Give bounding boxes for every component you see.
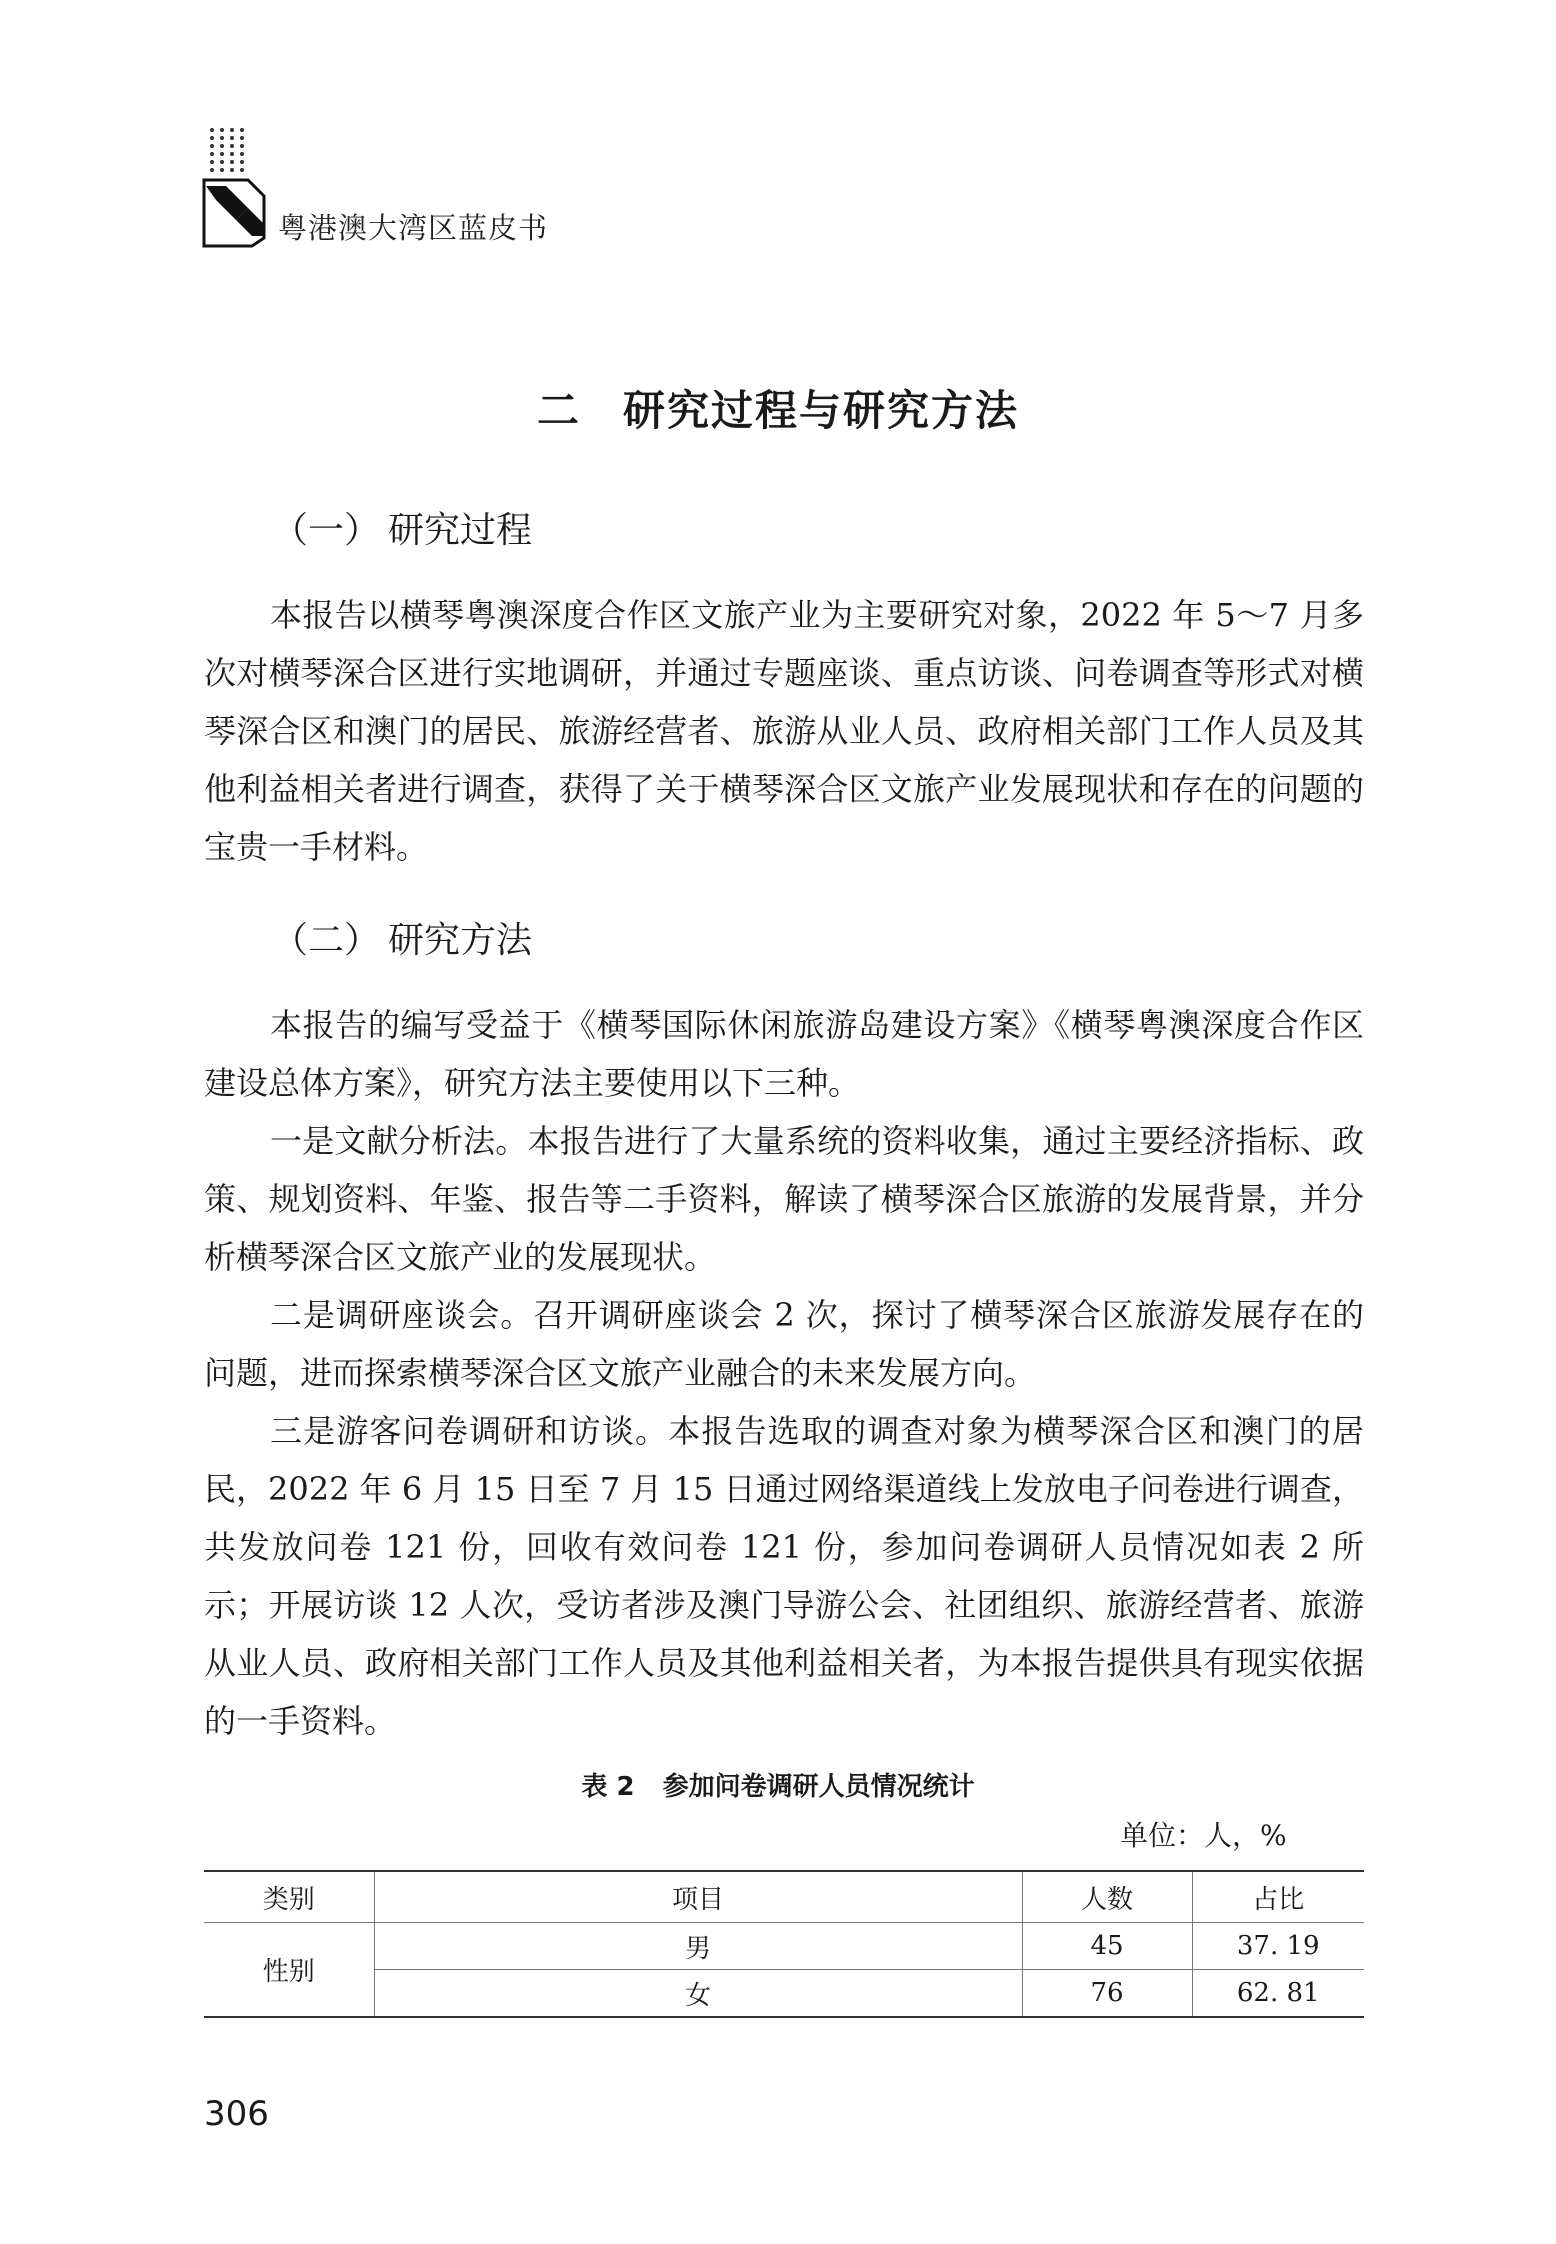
subsection-title: 研究方法 xyxy=(388,920,533,961)
table-row xyxy=(204,1923,1364,1970)
table-caption xyxy=(0,1766,1556,1803)
page-number: 306 xyxy=(204,2094,269,2134)
dot-grid-icon xyxy=(208,126,258,176)
table-unit: 单位：人，% xyxy=(1120,1819,1287,1852)
section-title xyxy=(0,378,1556,438)
item-cell: 女 xyxy=(374,1970,1022,2018)
paragraph-method-3: 三是游客问卷调研和访谈。本报告选取的调查对象为横琴深合区和澳门的居民，2022 年 6 月 15 日至 7 月 15 日通过网络渠道线上发放电子问卷进行调查，共发放问卷 121 份，回收有效问卷 121 份，参加问卷调研人员情况如表 2 所示；开展访谈 12 人次，受访者涉及澳门导游公会、社团组织、旅游经营者、旅游从业人员、政府相关部门工作人员及其他利益相关者，为本报告提供具有现实依据的一手资料。 xyxy=(204,1412,1364,1740)
paragraph-methods-intro: 本报告的编写受益于《横琴国际休闲旅游岛建设方案》《横琴粤澳深度合作区建设总体方案》，研究方法主要使用以下三种。 xyxy=(204,1006,1364,1102)
percentage-cell: 37. 19 xyxy=(1192,1923,1364,1970)
survey-participants-table xyxy=(204,1870,1364,2018)
subsection-number: （二） xyxy=(272,920,381,961)
section-title-text: 研究过程与研究方法 xyxy=(623,386,1020,435)
category-cell: 性别 xyxy=(204,1923,374,2018)
header-category: 类别 xyxy=(204,1871,374,1923)
running-header xyxy=(200,120,800,260)
header-item: 项目 xyxy=(374,1871,1022,1923)
table-number: 表 2 xyxy=(581,1772,635,1802)
count-cell: 76 xyxy=(1022,1970,1192,2018)
book-logo-icon xyxy=(202,178,268,248)
subsection-heading-methods xyxy=(272,912,532,963)
section-number: 二 xyxy=(536,386,581,435)
book-title: 粤港澳大湾区蓝皮书 xyxy=(278,211,549,245)
header-percentage: 占比 xyxy=(1192,1871,1364,1923)
paragraph-method-2: 二是调研座谈会。召开调研座谈会 2 次，探讨了横琴深合区旅游发展存在的问题，进而探索横琴深合区文旅产业融合的未来发展方向。 xyxy=(204,1296,1364,1392)
table-caption-text: 参加问卷调研人员情况统计 xyxy=(662,1772,975,1802)
percentage-cell: 62. 81 xyxy=(1192,1970,1364,2018)
paragraph-method-1: 一是文献分析法。本报告进行了大量系统的资料收集，通过主要经济指标、政策、规划资料、年鉴、报告等二手资料，解读了横琴深合区旅游的发展背景，并分析横琴深合区文旅产业的发展现状。 xyxy=(204,1122,1364,1276)
header-count: 人数 xyxy=(1022,1871,1192,1923)
count-cell: 45 xyxy=(1022,1923,1192,1970)
subsection-title: 研究过程 xyxy=(388,510,533,551)
subsection-number: （一） xyxy=(272,510,381,551)
table-row xyxy=(204,1970,1364,2018)
item-cell: 男 xyxy=(374,1923,1022,1970)
table-header-row xyxy=(204,1871,1364,1923)
subsection-heading-process xyxy=(272,502,532,553)
paragraph-process: 本报告以横琴粤澳深度合作区文旅产业为主要研究对象，2022 年 5～7 月多次对横琴深合区进行实地调研，并通过专题座谈、重点访谈、问卷调查等形式对横琴深合区和澳门的居民、旅游经营者、旅游从业人员、政府相关部门工作人员及其他利益相关者进行调查，获得了关于横琴深合区文旅产业发展现状和存在的问题的宝贵一手材料。 xyxy=(204,596,1364,866)
